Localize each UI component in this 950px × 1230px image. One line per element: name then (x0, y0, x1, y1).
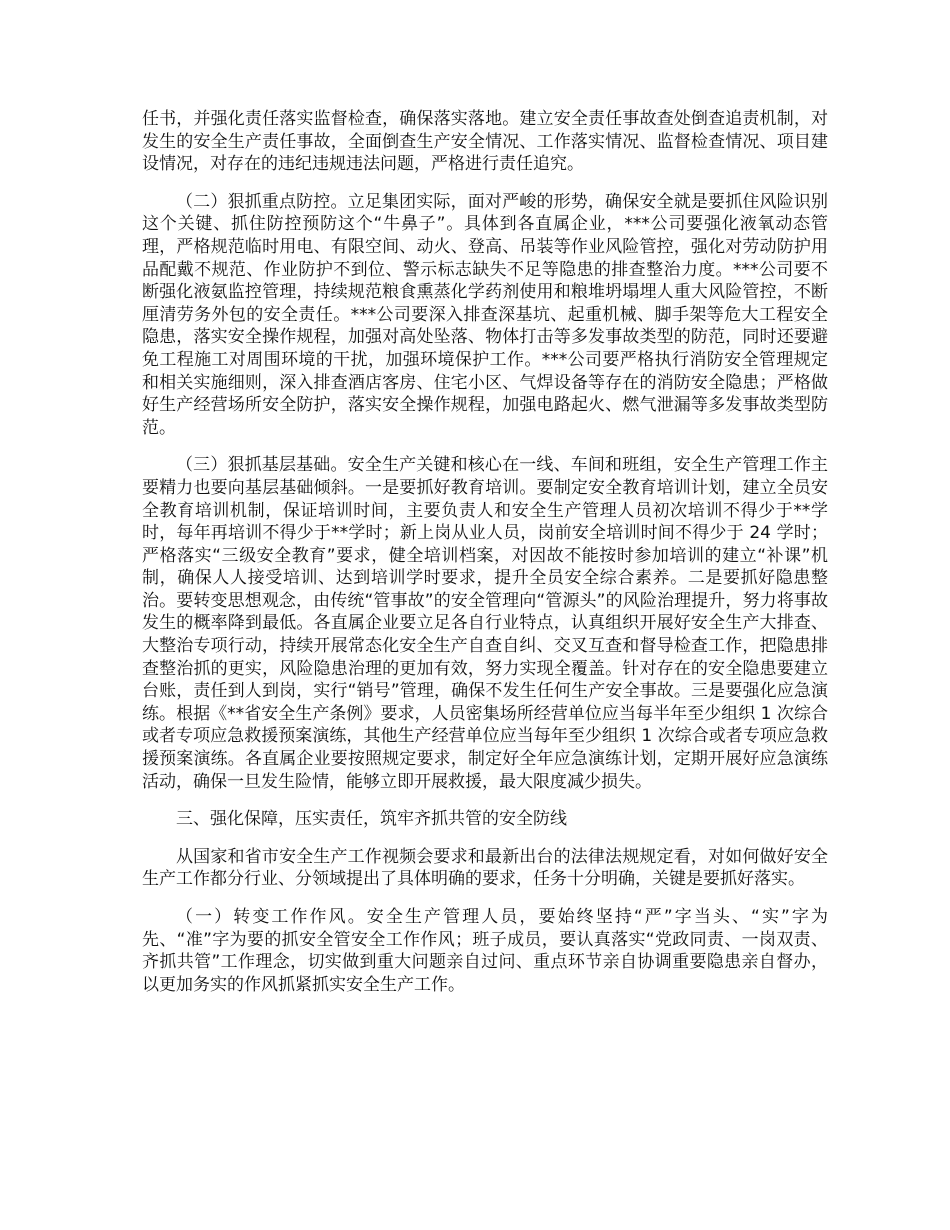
paragraph-work-style: （一）转变工作作风。安全生产管理人员，要始终坚持“严”字当头、“实”字为先、“准”字为要的抓安全管安全工作作风；班子成员，要认真落实“党政同责、一岗双责、齐抓共管”工作理念，切实做到重大问题亲自过问、重点环节亲自协调重要隐患亲自督办，以更加务实的作风抓紧抓实安全生产工作。 (142, 907, 828, 995)
paragraph-continuation: 任书，并强化责任落实监督检查，确保落实落地。建立安全责任事故查处倒查追责机制，对发生的安全生产责任事故，全面倒查生产安全情况、工作落实情况、监督检查情况、项目建设情况，对存在的违纪违规违法问题，严格进行责任追究。 (142, 109, 828, 175)
paragraph-key-risk-control: （二）狠抓重点防控。立足集团实际，面对严峻的形势，确保安全就是要抓住风险识别这个关键、抓住防控预防这个“牛鼻子”。具体到各直属企业，***公司要强化液氧动态管理，严格规范临时用电、有限空间、动火、登高、吊装等作业风险管控，强化对劳动防护用品配戴不规范、作业防护不到位、警示标志缺失不足等隐患的排查整治力度。***公司要不断强化液氨监控管理，持续规范粮食熏蒸化学药剂使用和粮堆坍塌埋人重大风险管控，不断厘清劳务外包的安全责任。***公司要深入排查深基坑、起重机械、脚手架等危大工程安全隐患，落实安全操作规程，加强对高处坠落、物体打击等多发事故类型的防范，同时还要避免工程施工对周围环境的干扰，加强环境保护工作。***公司要严格执行消防安全管理规定和相关实施细则，深入排查酒店客房、住宅小区、气焊设备等存在的消防安全隐患；严格做好生产经营场所安全防护，落实安全操作规程，加强电路起火、燃气泄漏等多发事故类型防范。 (142, 191, 828, 438)
paragraph-implementation-intro: 从国家和省市安全生产工作视频会要求和最新出台的法律法规规定看，对如何做好安全生产工作都分行业、分领域提出了具体明确的要求，任务十分明确，关键是要抓好落实。 (142, 846, 828, 890)
section-heading-three: 三、强化保障，压实责任，筑牢齐抓共管的安全防线 (176, 809, 567, 830)
document-body (142, 108, 828, 1011)
paragraph-grassroots-foundation: （三）狠抓基层基础。安全生产关键和核心在一线、车间和班组，安全生产管理工作主要精力也要向基层基础倾斜。一是要抓好教育培训。要制定安全教育培训计划，建立全员安全教育培训机制，保证培训时间，主要负责人和安全生产管理人员初次培训不得少于**学时，每年再培训不得少于**学时；新上岗从业人员，岗前安全培训时间不得少于 24 学时；严格落实“三级安全教育”要求，健全培训档案，对因故不能按时参加培训的建立“补课”机制，确保人人接受培训、达到培训学时要求，提升全员安全综合素养。二是要抓好隐患整治。要转变思想观念，由传统“管事故”的安全管理向“管源头”的风险治理提升，努力将事故发生的概率降到最低。各直属企业要立足各自行业特点，认真组织开展好安全生产大排查、大整治专项行动，持续开展常态化安全生产自查自纠、交叉互查和督导检查工作，把隐患排查整治抓的更实，风险隐患治理的更加有效，努力实现全覆盖。针对存在的安全隐患要建立台账，责任到人到岗，实行“销号”管理，确保不发生任何生产安全事故。三是要强化应急演练。根据《**省安全生产条例》要求，人员密集场所经营单位应当每半年至少组织 1 次综合或者专项应急救援预案演练，其他生产经营单位应当每年至少组织 1 次综合或者专项应急救援预案演练。各直属企业要按照规定要求，制定好全年应急演练计划，定期开展好应急演练活动，确保一旦发生险情，能够立即开展救援，最大限度减少损失。 (142, 455, 828, 792)
